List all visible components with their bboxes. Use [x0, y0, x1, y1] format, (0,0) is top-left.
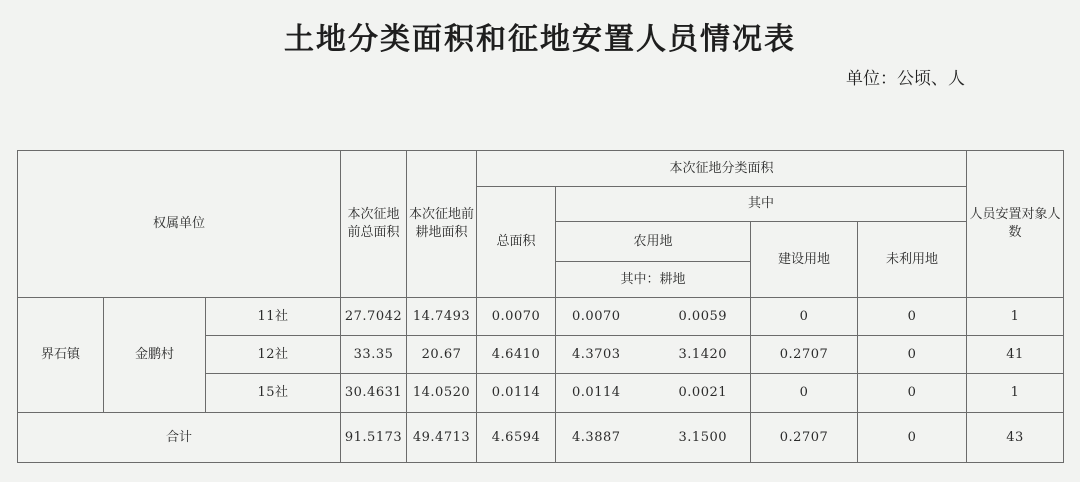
total-area-cell: 0.0114 [477, 374, 556, 413]
resettle-cell: 1 [967, 298, 1064, 336]
header-construction: 建设用地 [751, 222, 858, 298]
header-owner: 权属单位 [18, 151, 341, 298]
table-row [18, 298, 1064, 336]
land-table [17, 150, 1064, 463]
construction-cell: 0.2707 [751, 413, 858, 463]
header-total-before: 本次征地前总面积 [341, 151, 407, 298]
header-of-which: 其中 [556, 187, 967, 222]
she-cell: 11社 [206, 298, 341, 336]
header-of-which-arable: 其中：耕地 [556, 262, 751, 298]
header-resettle: 人员安置对象人数 [967, 151, 1064, 298]
agri-cell [556, 374, 751, 413]
agri-cell [556, 336, 751, 374]
construction-cell: 0.2707 [751, 336, 858, 374]
agri-value: 0.0070 [572, 308, 621, 324]
total-area-cell: 4.6594 [477, 413, 556, 463]
agri-cell [556, 298, 751, 336]
document-title: 土地分类面积和征地安置人员情况表 [284, 22, 796, 57]
total-area-cell: 0.0070 [477, 298, 556, 336]
agri-value: 0.0114 [572, 385, 621, 401]
unused-cell: 0 [858, 336, 967, 374]
town-cell: 界石镇 [18, 298, 104, 413]
arable-before-cell: 14.0520 [407, 374, 477, 413]
agri-cell [556, 413, 751, 463]
construction-cell: 0 [751, 374, 858, 413]
arable-before-cell: 20.67 [407, 336, 477, 374]
header-unused: 未利用地 [858, 222, 967, 298]
total-label: 合计 [18, 413, 341, 463]
arable-before-cell: 49.4713 [407, 413, 477, 463]
she-cell: 15社 [206, 374, 341, 413]
she-cell: 12社 [206, 336, 341, 374]
agri-value: 4.3887 [572, 429, 621, 445]
unused-cell: 0 [858, 413, 967, 463]
arable-before-cell: 14.7493 [407, 298, 477, 336]
arable-value: 0.0021 [678, 385, 728, 401]
total-row [18, 413, 1064, 463]
arable-value: 3.1500 [678, 429, 728, 445]
total-area-cell: 4.6410 [477, 336, 556, 374]
arable-value: 0.0059 [678, 308, 728, 324]
resettle-cell: 1 [967, 374, 1064, 413]
arable-value: 3.1420 [678, 346, 728, 362]
header-category-area: 本次征地分类面积 [477, 151, 967, 187]
village-cell: 金鹏村 [104, 298, 206, 413]
resettle-cell: 43 [967, 413, 1064, 463]
unused-cell: 0 [858, 374, 967, 413]
header-total-area: 总面积 [477, 187, 556, 298]
header-arable-before: 本次征地前耕地面积 [407, 151, 477, 298]
unit-label: 单位：公顷、人 [846, 69, 965, 89]
resettle-cell: 41 [967, 336, 1064, 374]
total-before-cell: 30.4631 [341, 374, 407, 413]
total-before-cell: 33.35 [341, 336, 407, 374]
total-before-cell: 27.7042 [341, 298, 407, 336]
construction-cell: 0 [751, 298, 858, 336]
agri-value: 4.3703 [572, 346, 621, 362]
unused-cell: 0 [858, 298, 967, 336]
total-before-cell: 91.5173 [341, 413, 407, 463]
header-agri-land: 农用地 [556, 222, 751, 262]
